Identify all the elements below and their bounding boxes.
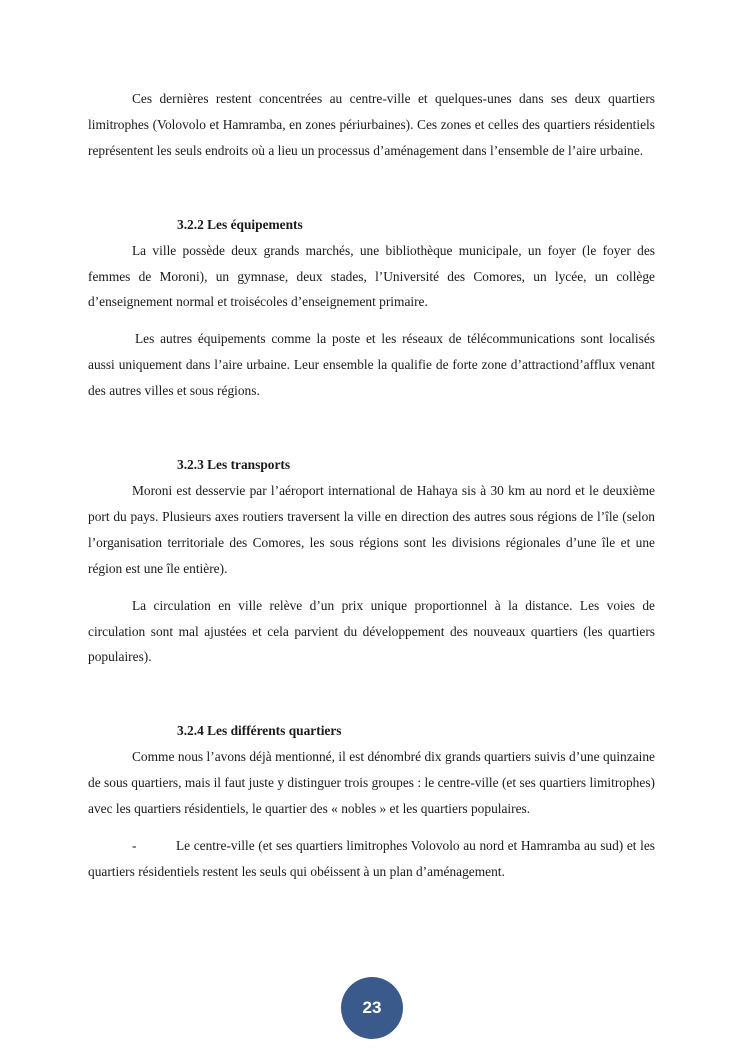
equipements-paragraph-2: Les autres équipements comme la poste et les réseaux de télécommunications sont localisés aussi uniquement dans l’aire urbaine. Leur ensemble la qualifie de forte zone d’attractiond’afflux venant des autres villes et sous régions. xyxy=(88,331,655,399)
section-spacer xyxy=(88,164,655,212)
paragraph-spacer xyxy=(88,315,655,326)
paragraph-spacer xyxy=(88,822,655,833)
quartiers-paragraph-1: Comme nous l’avons déjà mentionné, il est dénombré dix grands quartiers suivis d’une quinzaine de sous quartiers, mais il faut juste y distinguer trois groupes : le centre-ville (et ses quartiers limitrophes) avec les quartiers résidentiels, le quartier des « nobles » et les quartiers populaires. xyxy=(88,749,655,817)
page-number-text: 23 xyxy=(362,998,382,1017)
bullet-marker: - xyxy=(132,837,137,853)
document-page xyxy=(88,86,655,885)
page-number-badge xyxy=(341,977,403,1039)
transports-paragraph-2: La circulation en ville relève d’un prix unique proportionnel à la distance. Les voies de circulation sont mal ajustées et cela parvient du développement des nouveaux quartiers (les quartiers populaires). xyxy=(88,597,655,665)
heading-equipements: 3.2.2 Les équipements xyxy=(177,216,303,232)
intro-paragraph: Ces dernières restent concentrées au centre-ville et quelques-unes dans ses deux quartiers limitrophes (Volovolo et Hamramba, en zones périurbaines). Ces zones et celles des quartiers résidentiels représentent les seuls endroits où a lieu un processus d’aménagement dans l’ensemble de l’aire urbaine. xyxy=(88,91,655,158)
equipements-paragraph-1: La ville possède deux grands marchés, une bibliothèque municipale, un foyer (le foyer des femmes de Moroni), un gymnase, deux stades, l’Université des Comores, un lycée, un collège d’enseignement normal et troisécoles d’enseignement primaire. xyxy=(88,242,655,310)
section-spacer xyxy=(88,670,655,718)
quartiers-bullet-item xyxy=(88,833,655,885)
paragraph-spacer xyxy=(88,582,655,593)
heading-quartiers: 3.2.4 Les différents quartiers xyxy=(177,723,342,739)
bullet-text: Le centre-ville (et ses quartiers limitrophes Volovolo au nord et Hamramba au sud) et les quartiers résidentiels restent les seuls qui obéissent à un plan d’aménagement. xyxy=(88,837,655,879)
transports-paragraph-1: Moroni est desservie par l’aéroport international de Hahaya sis à 30 km au nord et le deuxième port du pays. Plusieurs axes routiers traversent la ville en direction des autres sous régions de l’île (selon l’organisation territoriale des Comores, les sous régions sont les divisions régionales d’une île et une région est une île entière). xyxy=(88,482,655,576)
section-spacer xyxy=(88,404,655,452)
heading-transports: 3.2.3 Les transports xyxy=(177,457,291,473)
